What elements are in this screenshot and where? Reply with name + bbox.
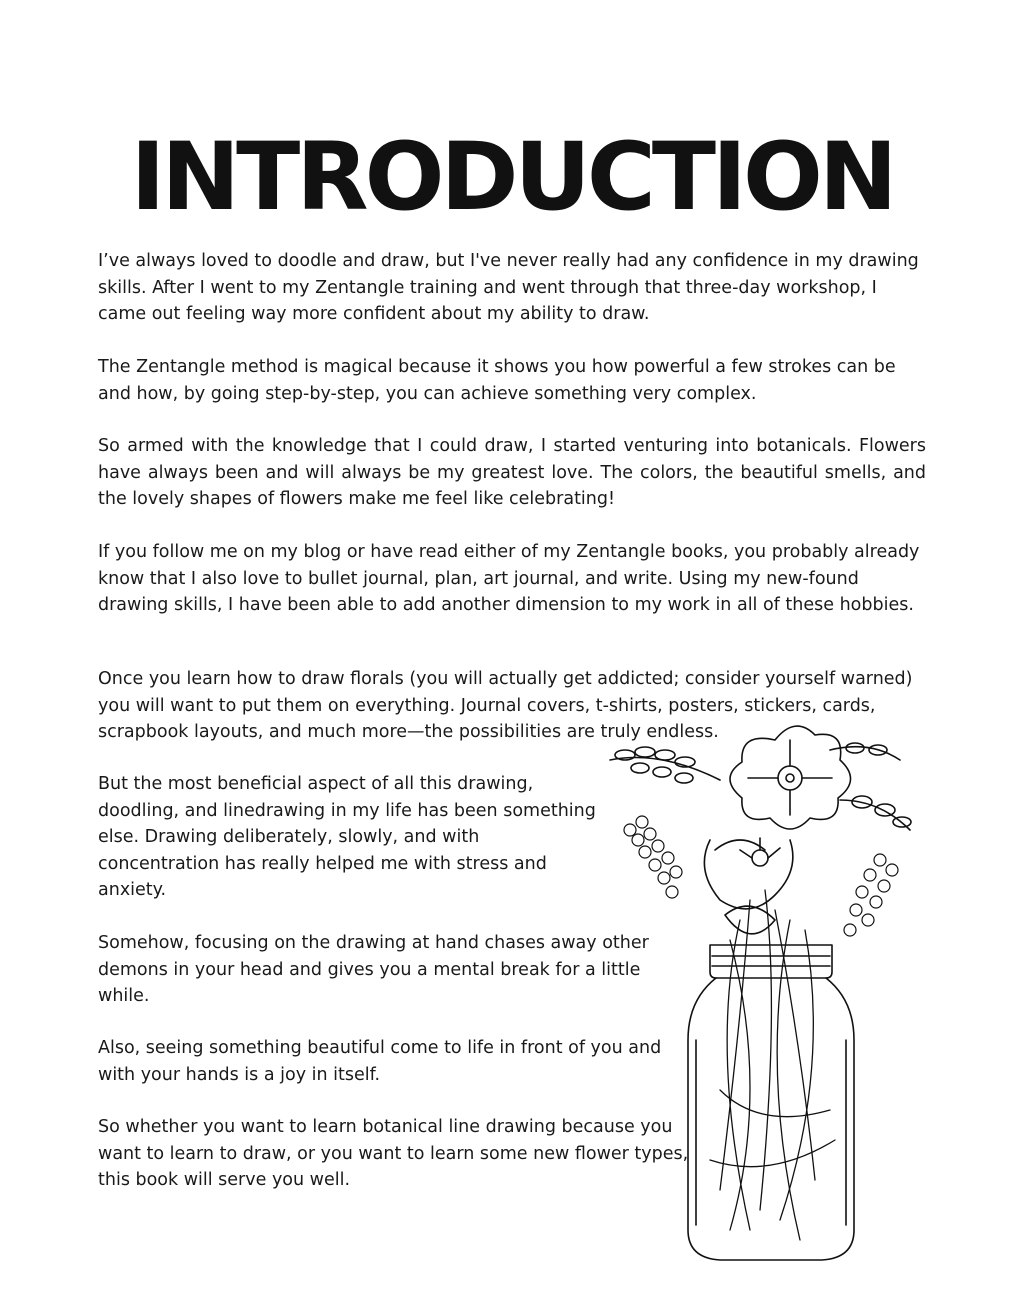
paragraph-focus: Somehow, focusing on the drawing at hand chases away other demons in your head and gives you a mental break for a little while. [98,933,649,1006]
paragraph-florals-text: Once you learn how to draw florals (you will actually get addicted; consider yourself warned) you will want to put them on everything. Journal covers, t-shirts, posters, stickers, cards, scrapbook layouts, and much more—the possibilities are truly endless. [98,669,913,742]
page-title: INTRODUCTION [130,123,894,232]
leaf-branch-icon [610,747,720,783]
flower-blossom-icon [730,726,851,829]
right-leaf-branch-icon [830,743,911,830]
lilac-cluster-icon [624,816,898,936]
paragraph-joy: Also, seeing something beautiful come to life in front of you and with your hands is a joy in itself. [98,1038,662,1085]
paragraph-conclusion: So whether you want to learn botanical line drawing because you want to learn to draw, or you want to learn some new flower types, this book will serve you well. [98,1117,689,1190]
paragraph-intro: I’ve always loved to doodle and draw, but I've never really had any confidence in my drawing skills. After I went to my Zentangle training and went through that three-day workshop, I came out feeling way more confident about my ability to draw. [98,251,919,324]
flower-jar-illustration [600,710,930,1270]
paragraph-zentangle-method: The Zentangle method is magical because it shows you how powerful a few strokes can be and how, by going step-by-step, you can achieve something very complex. [98,357,896,404]
flower-stems-icon [710,890,835,1240]
paragraph-botanicals: So armed with the knowledge that I could draw, I started venturing into botanicals. Flowers have always been and will always be my greatest love. The colors, the beautiful smells, and the lovely shapes of flowers make me feel like celebrating! [98,436,926,509]
paragraph-benefits: But the most beneficial aspect of all this drawing, doodling, and linedrawing in my life has been something else. Drawing deliberately, slowly, and with concentration has really helped me with stress and anxiety. [98,774,596,900]
paragraph-hobbies: If you follow me on my blog or have read either of my Zentangle books, you probably already know that I also love to bullet journal, plan, art journal, and write. Using my new-found drawing skills, I have been able to add another dimension to my work in all of these hobbies. [98,542,920,615]
